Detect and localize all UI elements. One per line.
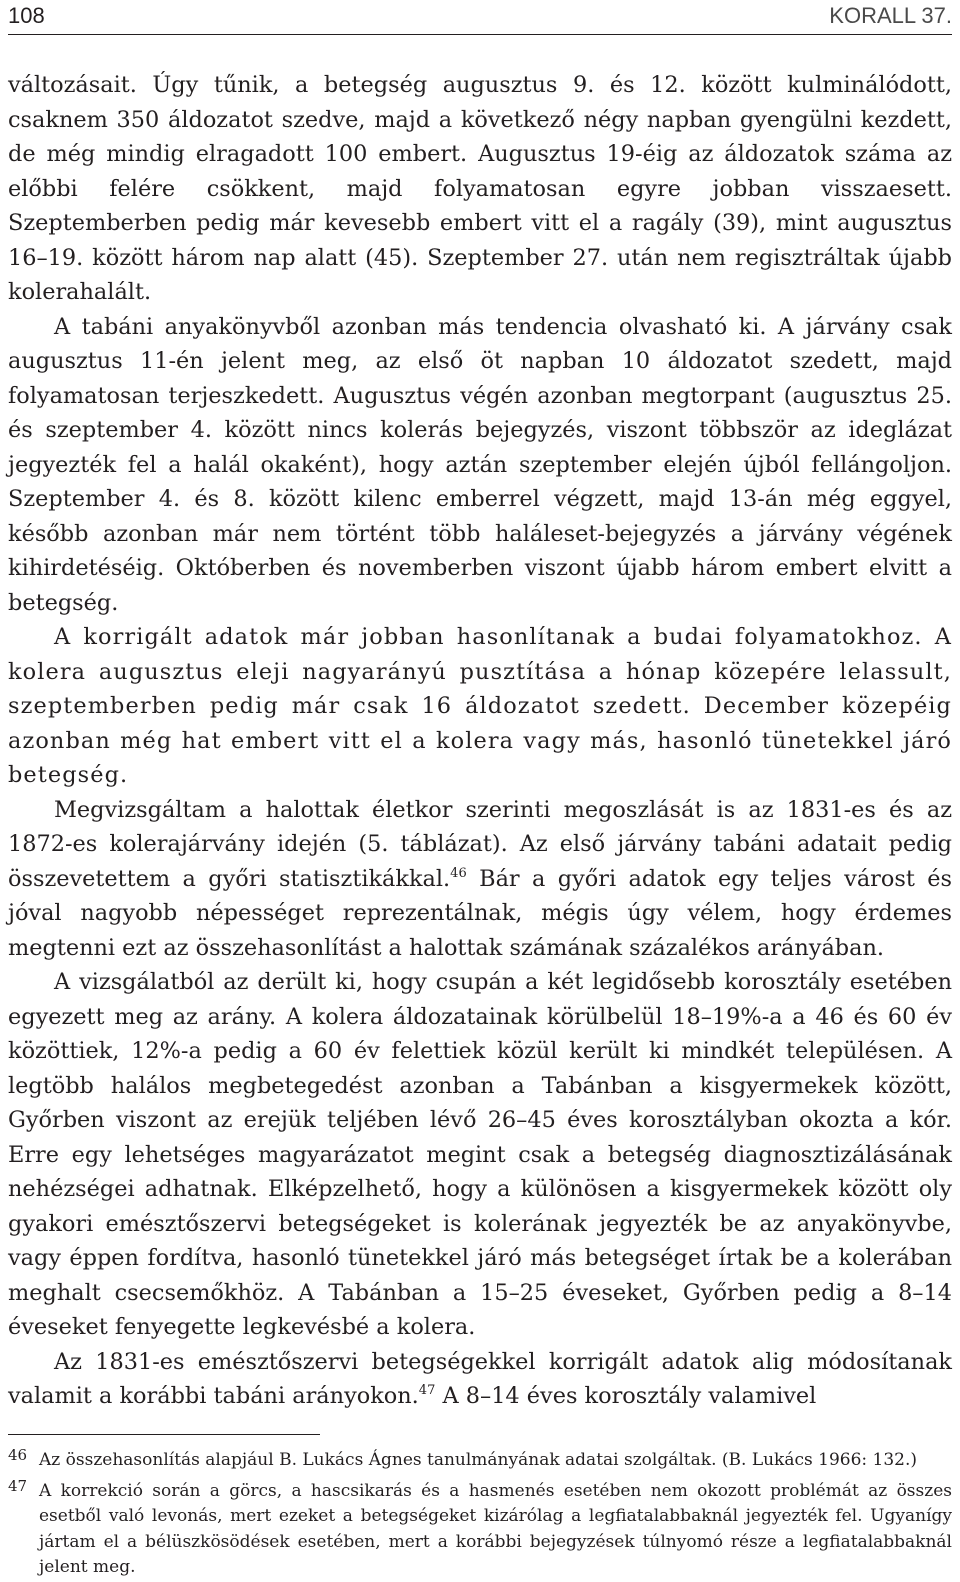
paragraph-6 — [8, 1345, 952, 1414]
page-number: 108 — [8, 3, 45, 28]
footnote-ref-46[interactable]: 46 — [450, 865, 467, 881]
paragraph-4-text-b: Bár a győri adatok egy teljes várost és jóval nagyobb népességet reprezentálnak, mégis úgy vélem, hogy érdemes megtenni ezt az összehasonlítást a halottak számának százalékos arányában. — [8, 865, 952, 961]
paragraph-6-text-b: A 8–14 éves korosztály valamivel — [435, 1383, 817, 1409]
footnote-ref-47[interactable]: 47 — [418, 1383, 436, 1398]
footnote-47 — [8, 1476, 952, 1581]
paragraph-4 — [8, 793, 952, 966]
paragraph-4-text-a: Megvizsgáltam a halottak életkor szerinti megoszlását is az 1831-es és az 1872-es kolerajárvány idején (5. táblázat). Az első járvány tabáni adatait pedig összevetettem a győri statisztikákkal. — [8, 796, 952, 892]
paragraph-3: A korrigált adatok már jobban hasonlítanak a budai folyamatokhoz. A kolera augusztus eleji nagyarányú pusztítása a hónap közepére lelassult, szeptemberben pedig már csak 16 áldozatot szedett. December közepéig azonban még hat embert vitt el a kolera vagy más, hasonló tünetekkel járó betegség. — [8, 624, 952, 788]
footnote-text: Az összehasonlítás alapjául B. Lukács Ágnes tanulmányának adatai szolgáltak. (B. Lukács 1966: 132.) — [39, 1450, 918, 1470]
footnote-mark: 46 — [8, 1446, 28, 1464]
paragraph-6-text-a: Az 1831-es emésztőszervi betegségekkel korrigált adatok alig módosítanak valamit a korábbi tabáni arányokon. — [8, 1348, 952, 1409]
paragraph-2: A tabáni anyakönyvből azonban más tendencia olvasható ki. A járvány csak augusztus 11-én jelent meg, az első öt napban 10 áldozatot szedett, majd folyamatosan terjeszkedett. Augusztus végén azonban megtorpant (augusztus 25. és szeptember 4. között nincs kolerás bejegyzés, viszont többször az ideglázat jegyezték fel a halál okaként), hogy aztán szeptember elején újból fellángoljon. Szeptember 4. és 8. között kilenc emberrel végzett, majd 13-án még eggyel, később azonban már nem történt több haláleset-bejegyzés a járvány végének kihirdetéséig. Októberben és novemberben viszont újabb három embert elvitt a betegség. — [8, 313, 952, 616]
body-text — [8, 68, 952, 1414]
footnotes — [8, 1448, 952, 1581]
page-header — [8, 0, 952, 35]
running-title: KORALL 37. — [829, 3, 952, 28]
paragraph-5: A vizsgálatból az derült ki, hogy csupán a két legidősebb korosztály esetében egyezett meg az arány. A kolera áldozatainak körülbelül 18–19%-a a 46 és 60 év közöttiek, 12%-a pedig a 60 év felettiek közül került ki mindkét településen. A legtöbb halálos megbetegedést azonban a Tabánban a kisgyermekek között, Győrben viszont az erejük teljében lévő 26–45 éves korosztályban okozta a kór. Erre egy lehetséges magyarázatot megint csak a betegség diagnosztizálásának nehézségei adhatnak. Elképzelhető, hogy a különösen a kisgyermekek között oly gyakori emésztőszervi betegségeket is kolerának jegyezték be az anyakönyvbe, vagy éppen fordítva, hasonló tünetekkel járó más betegséget írtak be a kolerában meghalt csecsemőkhöz. A Tabánban a 15–25 éveseket, Győrben pedig a 8–14 éveseket fenyegette legkevésbé a kolera. — [8, 969, 952, 1340]
footnote-46 — [8, 1448, 952, 1474]
footnote-divider — [8, 1434, 320, 1435]
paragraph-1: változásait. Úgy tűnik, a betegség augusztus 9. és 12. között kulminálódott, csaknem 350 áldozatot szedve, majd a következő négy napban gyengülni kezdett, de még mindig elragadott 100 embert. Augusztus 19-éig az áldozatok száma az előbbi felére csökkent, majd folyamatosan egyre jobban visszaesett. Szeptemberben pedig már kevesebb embert vitt el a ragály (39), mint augusztus 16–19. között három nap alatt (45). Szeptember 27. után nem regisztráltak újabb kolerahalált. — [8, 72, 952, 305]
footnote-mark: 47 — [8, 1476, 28, 1495]
footnote-text: A korrekció során a görcs, a hascsikarás és a hasmenés esetében nem okozott problémát az összes esetből való levonás, mert ezeket a betegségeket kizárólag a legfiatalabbaknál jegyezték fel. Ugyanígy jártam el a bélüszkösödések esetében, mert a korábbi bejegyzések túlnyomó része a legfiatalabbaknál jelent meg. — [39, 1480, 952, 1577]
